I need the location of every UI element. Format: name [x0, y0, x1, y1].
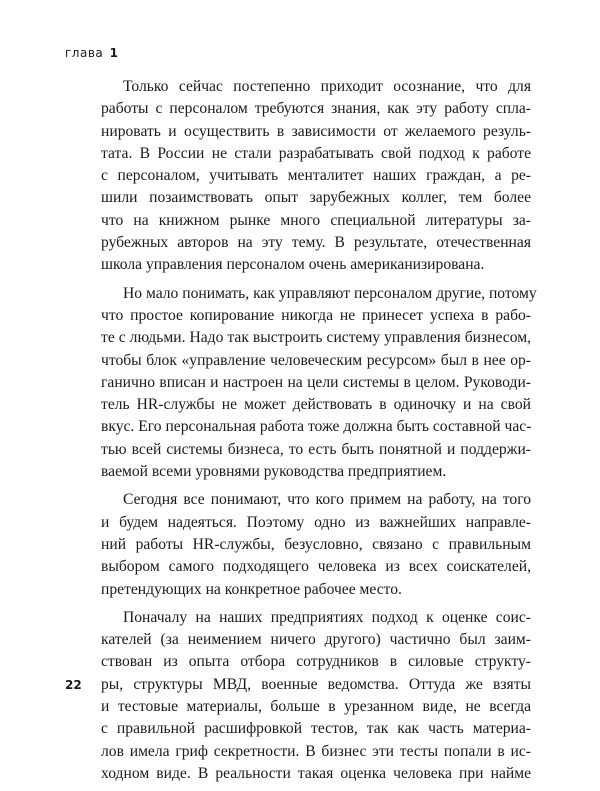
paragraph	[101, 607, 531, 785]
text-line: с персоналом, учитывать менталитет наших граждан, а ре-	[101, 167, 531, 185]
text-line: нировать и осуществить в зависимости от желаемого резуль-	[101, 122, 531, 140]
running-header	[65, 46, 118, 60]
text-line: Но мало понимать, как управляют персоналом другие, потому	[123, 284, 537, 302]
text-line: и будем надеяться. Поэтому одно из важнейших направле-	[101, 513, 531, 531]
text-line: претендующих на конкретное рабочее место.	[101, 580, 402, 598]
text-line: кателей (за неимением ничего другого) частично был заим-	[101, 631, 531, 649]
paragraph	[101, 283, 537, 484]
text-line: шили позаимствовать опыт зарубежных коллег, тем более	[101, 189, 531, 207]
text-line: тель HR-службы не может действовать в одиночку и на свой	[101, 396, 531, 414]
chapter-label: глава	[65, 46, 104, 60]
chapter-number: 1	[109, 46, 119, 60]
text-line: ганично вписан и настроен на цели системы в целом. Руководи-	[101, 373, 531, 391]
text-line: рубежных авторов на эту тему. В результате, отечественная	[101, 234, 531, 252]
text-line: ваемой всеми уровнями руководства предприятием.	[101, 463, 447, 481]
text-line: и тестовые материалы, больше в урезанном виде, не всегда	[101, 698, 531, 716]
text-line: что на книжном рынке много специальной литературы за-	[101, 211, 531, 229]
text-line: Поначалу на наших предприятиях подход к оценке соис-	[123, 608, 531, 626]
text-line: Только сейчас постепенно приходит осознание, что для	[123, 78, 531, 95]
text-line: ствован из опыта отбора сотрудников в силовые структу-	[101, 653, 531, 671]
page-body-text	[101, 76, 537, 791]
text-line: тью всей системы бизнеса, то есть быть понятной и поддержи-	[101, 440, 531, 458]
page-number: 22	[65, 678, 82, 692]
text-line: школа управления персоналом очень американизирована.	[101, 256, 485, 274]
text-line: работы с персоналом требуются знания, как эту работу спла-	[101, 100, 531, 118]
text-line: ры, структуры МВД, военные ведомства. Оттуда же взяты	[101, 675, 531, 693]
text-line: вкус. Его персональная работа тоже должна быть составной час-	[101, 418, 532, 436]
text-line: с правильной расшифровкой тестов, так как часть материа-	[101, 720, 531, 738]
text-line: чтобы блок «управление человеческим ресурсом» был в нее ор-	[101, 351, 531, 369]
text-line: ний работы HR-службы, безусловно, связано с правильным	[101, 535, 531, 553]
text-line: ходном виде. В реальности такая оценка человека при найме	[101, 764, 531, 782]
paragraph	[101, 489, 531, 600]
text-line: тата. В России не стали разрабатывать свой подход к работе	[101, 144, 531, 162]
text-line: выбором самого подходящего человека из всех соискателей,	[101, 558, 531, 576]
paragraph	[101, 76, 531, 277]
text-line: те с людьми. Надо так выстроить систему управления бизнесом,	[101, 329, 531, 347]
text-line: лов имела гриф секретности. В бизнес эти тесты попали в ис-	[101, 742, 531, 760]
text-line: что простое копирование никогда не принесет успеха в рабо-	[101, 306, 531, 324]
text-line: Сегодня все понимают, что кого примем на работу, на того	[123, 491, 531, 509]
